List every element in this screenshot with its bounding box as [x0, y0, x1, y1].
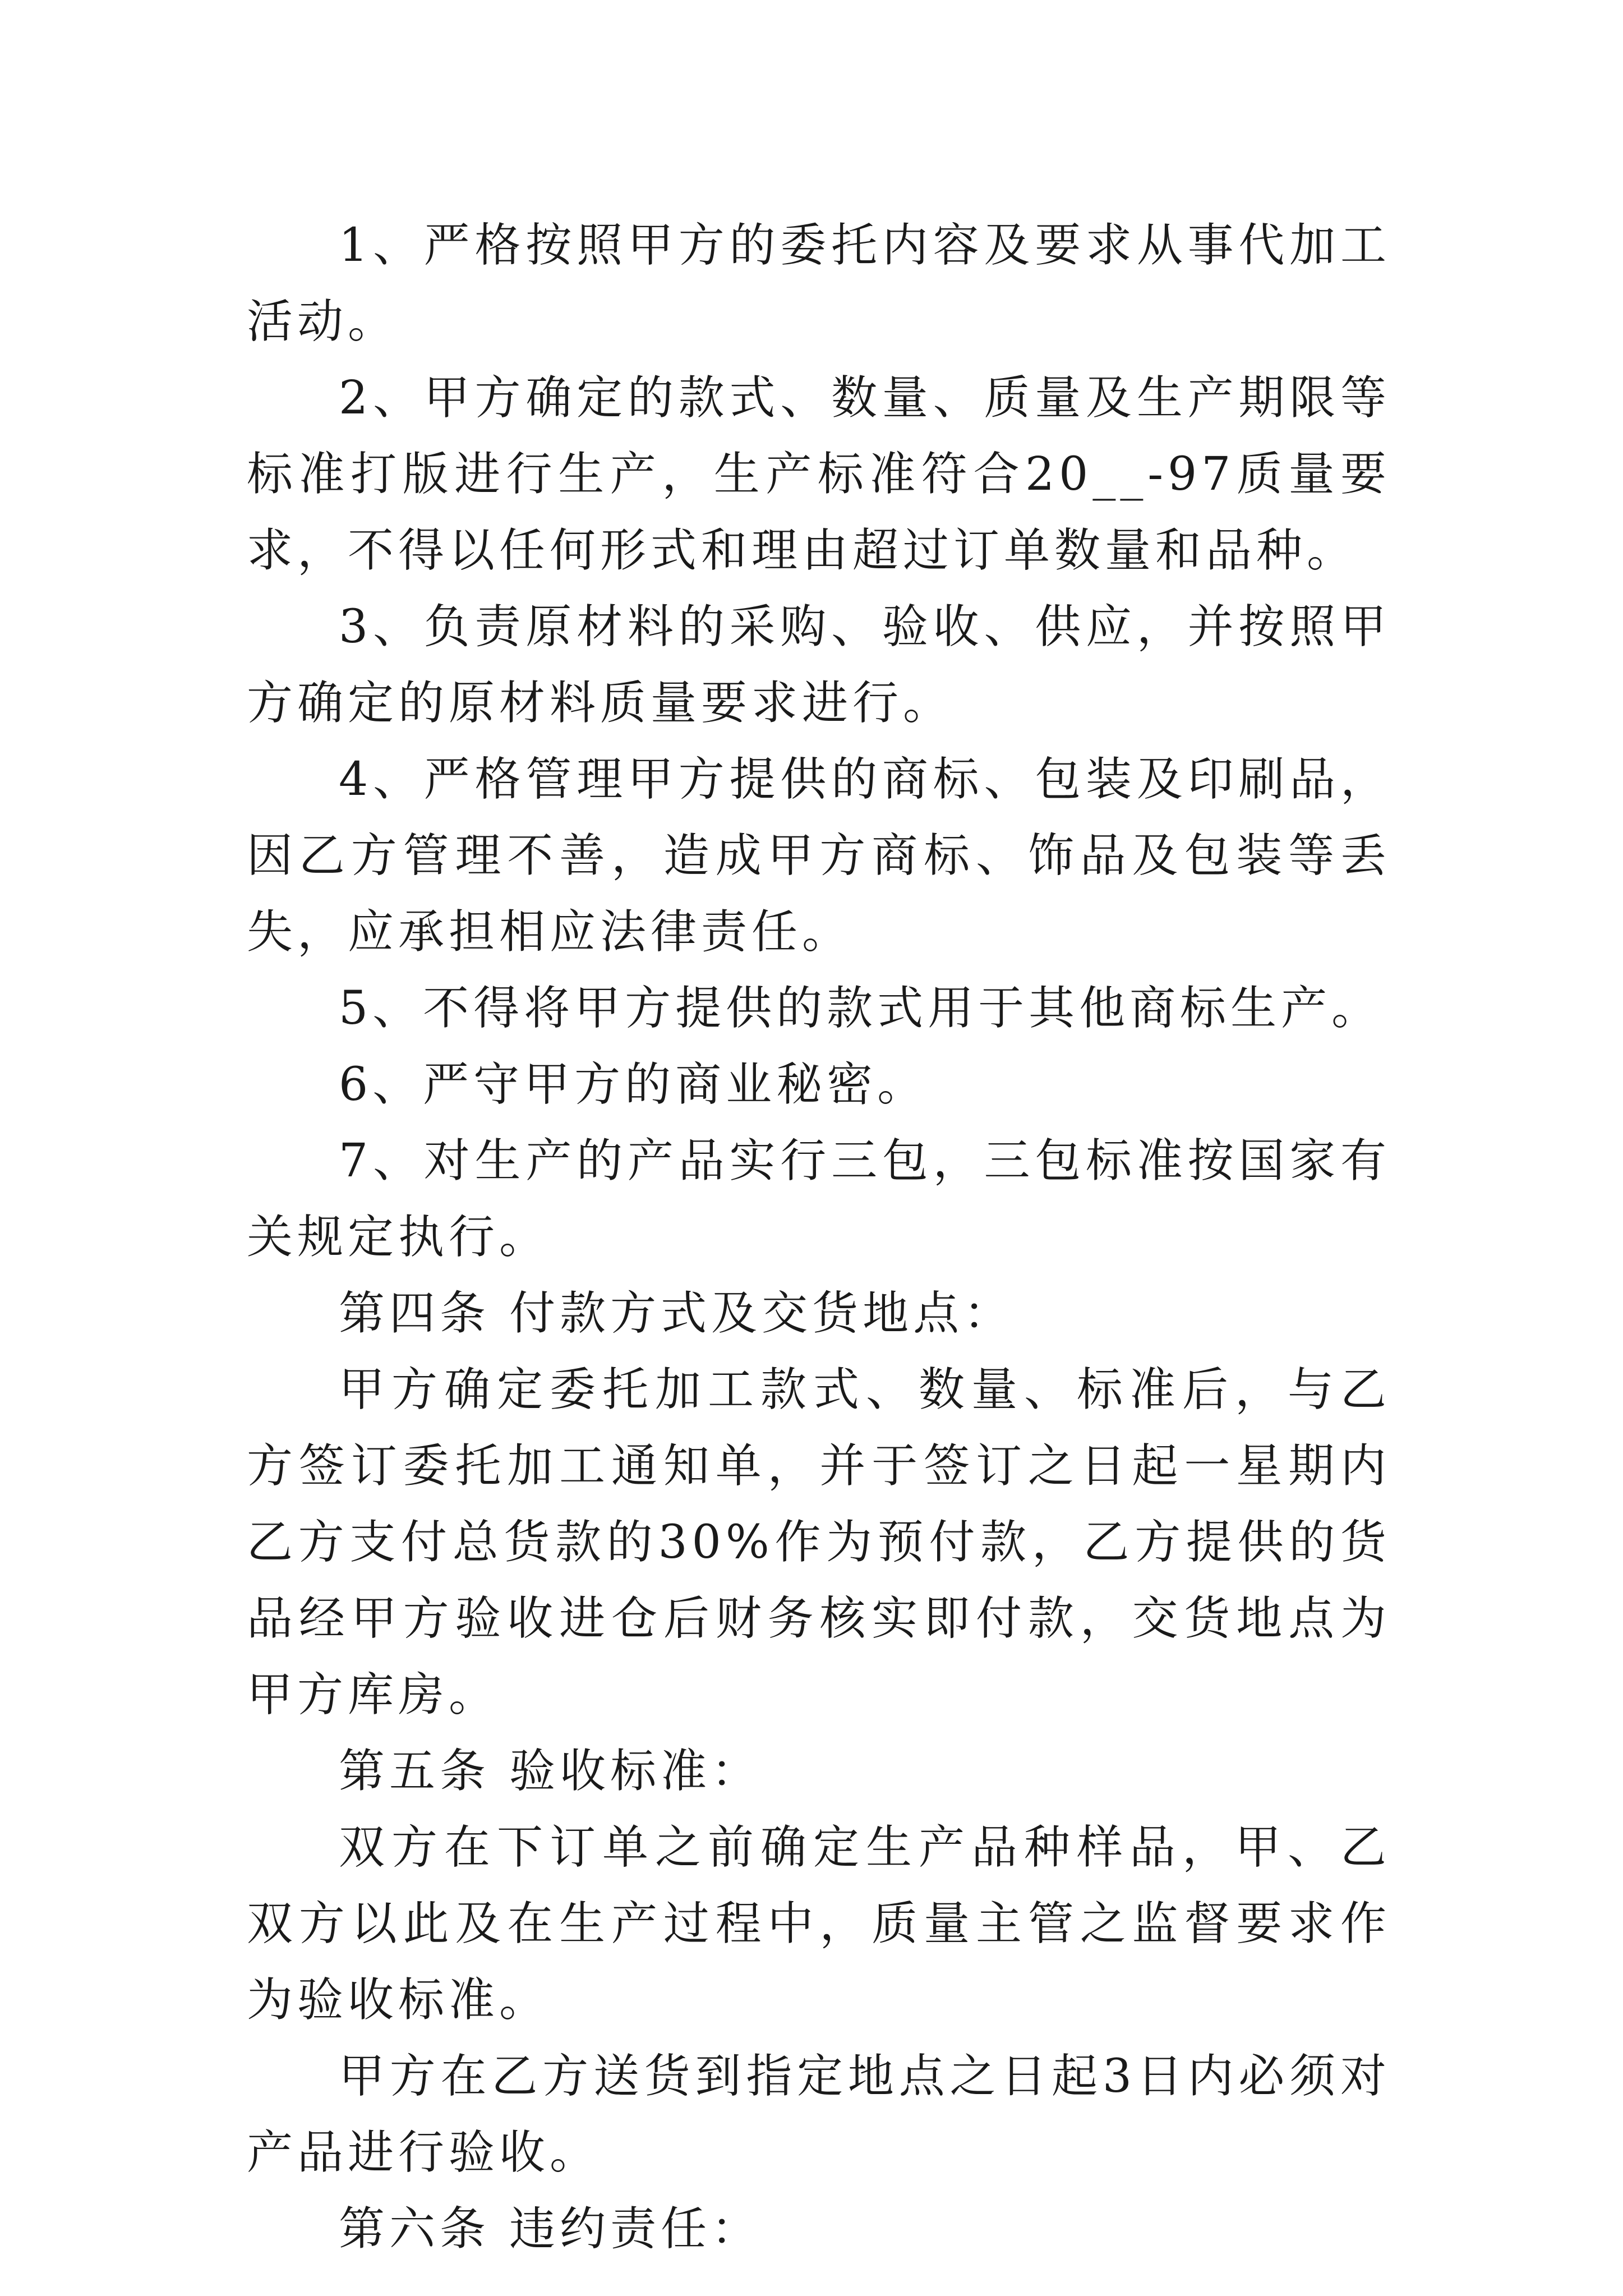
clause-item-5: 5、不得将甲方提供的款式用于其他商标生产。 — [339, 982, 1382, 1035]
clause-item-1: 1、严格按照甲方的委托内容及要求从事代加工活动。 — [247, 219, 1391, 348]
clause-item-4: 4、严格管理甲方提供的商标、包装及印刷品，因乙方管理不善，造成甲方商标、饰品及包装等丢失，应承担相应法律责任。 — [247, 753, 1391, 959]
clause-item-3: 3、负责原材料的采购、验收、供应，并按照甲方确定的原材料质量要求进行。 — [247, 600, 1391, 730]
article-4-body: 甲方确定委托加工款式、数量、标准后，与乙方签订委托加工通知单，并于签订之日起一星期内乙方支付总货款的30%作为预付款，乙方提供的货品经甲方验收进仓后财务核实即付款，交货地点为甲方库房。 — [247, 1363, 1391, 1722]
clause-item-6: 6、严守甲方的商业秘密。 — [339, 1058, 928, 1111]
document-body — [247, 208, 1391, 2267]
clause-item-7: 7、对生产的产品实行三包，三包标准按国家有关规定执行。 — [247, 1134, 1391, 1264]
article-6-heading: 第六条 违约责任： — [339, 2202, 762, 2256]
article-5-body-1: 双方在下订单之前确定生产品种样品，甲、乙双方以此及在生产过程中，质量主管之监督要求作为验收标准。 — [247, 1821, 1391, 2027]
article-5-heading: 第五条 验收标准： — [339, 1745, 762, 1798]
clause-item-2: 2、甲方确定的款式、数量、质量及生产期限等标准打版进行生产，生产标准符合20__-97质量要求，不得以任何形式和理由超过订单数量和品种。 — [247, 371, 1391, 577]
article-5-body-2: 甲方在乙方送货到指定地点之日起3日内必须对产品进行验收。 — [247, 2050, 1391, 2179]
article-4-heading: 第四条 付款方式及交货地点： — [339, 1287, 1015, 1340]
